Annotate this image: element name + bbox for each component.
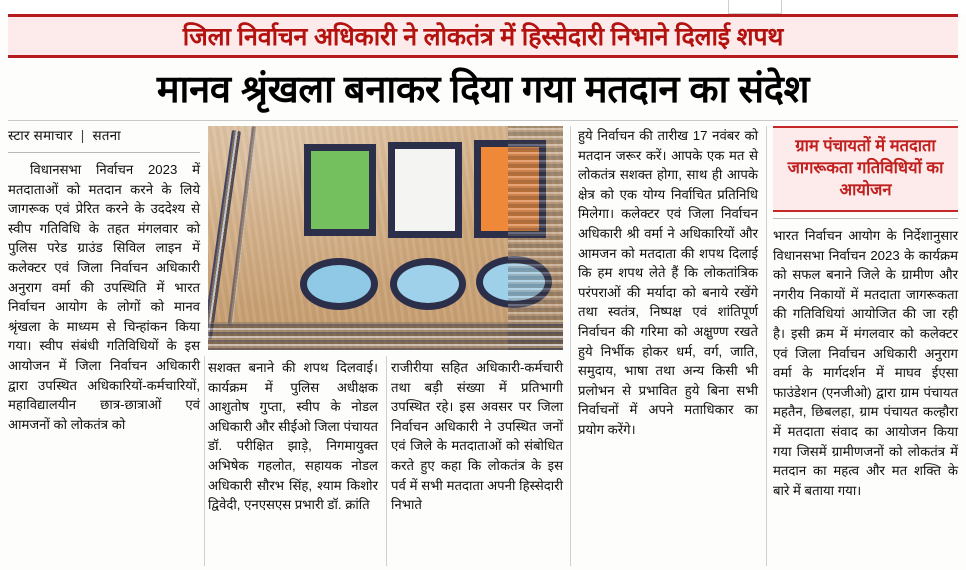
- byline-source: स्टार समाचार: [8, 128, 73, 143]
- column-two-body: सशक्त बनाने की शपथ दिलवाई। कार्यक्रम में पुलिस अधीक्षक आशुतोष गुप्ता, स्वीप के नोडल अधिकारी और सीईओ जिला पंचायत डॉ. परीक्षित झाड़े, निगमायुक्त अभिषेक गहलोत, सहायक नोडल अधिकारी सौरभ सिंह, श्याम किशोर द्विवेदी, एनएसएस प्रभारी डॉ. क्रांति: [208, 360, 378, 513]
- column-two-text: [208, 358, 378, 515]
- kicker-headline: जिला निर्वाचन अधिकारी ने लोकतंत्र में हिस्सेदारी निभाने दिलाई शपथ: [182, 23, 784, 51]
- sidebar-body: भारत निर्वाचन आयोग के निर्देशानुसार विधानसभा निर्वाचन 2023 के कार्यक्रम को सफल बनाने जिले के ग्रामीण और नगरीय निकायों में मतदाता जागरूकता की गतिविधियां आयोजित की जा रही है। इसी क्रम में मंगलवार को कलेक्टर एवं जिला निर्वाचन अधिकारी अनुराग वर्मा के मार्गदर्शन में माघव ईएसा फाउंडेशन (एनजीओ) द्वारा ग्राम पंचायत महतैन, छिबलहा, ग्राम पंचायत कल्हौरा में मतदाता संवाद का आयोजन किया गया जिसमें ग्रामीणजनों को लोकतंत्र में मतदान का महत्व और मत शक्ति के बारे में बताया गया।: [773, 228, 958, 498]
- formation-rect-white: [388, 142, 462, 238]
- column-four: [578, 126, 758, 440]
- column-two: [208, 358, 378, 515]
- sidebar-story: [773, 126, 958, 566]
- column-separator-1: [204, 356, 205, 566]
- column-one: [8, 126, 200, 566]
- column-one-text: [8, 160, 200, 434]
- article-photo: [208, 126, 563, 350]
- column-three-text: [391, 358, 563, 515]
- formation-oval-two: [390, 258, 466, 310]
- column-separator-3: [570, 126, 571, 566]
- byline-divider: [8, 152, 200, 153]
- formation-oval-one: [300, 258, 378, 310]
- column-one-body: विधानसभा निर्वाचन 2023 में मतदाताओं को मतदान करने के लिये जागरूक एवं प्रेरित करने के उददेश्य से स्वीप गतिविधि के तहत मंगलवार को पुलिस परेड ग्राउंड सिविल लाइन में कलेक्टर एवं जिला निर्वाचन अधिकारी अनुराग वर्मा की उपस्थिति में भारत निर्वाचन आयोग के लोगों को मानव श्रृंखला के माध्यम से चिन्हांकन किया गया। स्वीप संबंधी गतिविधियों के इस आयोजन में जिला निर्वाचन अधिकारी द्वारा उपस्थित अधिकारियों-कर्मचारियों, महाविद्यालयीन छात्र-छात्राओं एवं आमजनों को लोकतंत्र को: [8, 162, 200, 432]
- column-separator-4: [766, 126, 767, 566]
- main-headline-container: [8, 62, 958, 114]
- sidebar-divider: [773, 218, 958, 219]
- formation-rect-green: [304, 144, 376, 236]
- byline-separator: |: [80, 128, 85, 143]
- top-tab-marker: [728, 0, 782, 14]
- article-body: [8, 126, 958, 566]
- kicker-headline-band: [8, 14, 958, 58]
- column-four-body: हुये निर्वाचन की तारीख 17 नवंबर को मतदान जरूर करें। आपके एक मत से लोकतंत्र सशक्त होगा, साथ ही आपके क्षेत्र को एक योग्य निर्वाचित प्रतिनिधि मिलेगा। कलेक्टर एवं जिला निर्वाचन अधिकारी श्री वर्मा ने अधिकारियों और आमजन को मतदाता की शपथ दिलाई कि हम शपथ लेते हैं कि लोकतांत्रिक परंपराओं की मर्यादा को बनाये रखेंगे तथा स्वतंत्र, निष्पक्ष एवं शांतिपूर्ण निर्वाचन की गरिमा को अक्षुण्ण रखते हुये निर्भीक होकर धर्म, वर्ग, जाति, समुदाय, भाषा तथा अन्य किसी भी प्रलोभन से प्रभावित हुये बिना सभी निर्वाचनों में अपने मताधिकार का प्रयोग करेंगे।: [578, 128, 758, 437]
- top-white-strip: [0, 0, 966, 14]
- column-three-body: राजीरीया सहित अधिकारी-कर्मचारी तथा बड़ी संख्या में प्रतिभागी उपस्थित रहे। इस अवसर पर जिला निर्वाचन अधिकारी ने उपस्थित जनों एवं जिले के मतदाताओं को संबोधित करते हुए कहा कि लोकतंत्र के इस पर्व में सभी मतदाता अपनी हिस्सेदारी निभाते: [391, 360, 563, 513]
- sidebar-heading-box: [773, 126, 958, 212]
- column-four-text: [578, 126, 758, 440]
- sidebar-text: [773, 226, 958, 500]
- headline-divider: [8, 120, 958, 121]
- page-title: मानव श्रृंखला बनाकर दिया गया मतदान का संदेश: [156, 69, 810, 111]
- byline-location: सतना: [92, 128, 121, 143]
- column-three: [391, 358, 563, 515]
- crowd-right: [508, 126, 563, 350]
- byline: [8, 126, 200, 148]
- column-separator-2: [386, 356, 387, 566]
- sidebar-heading: ग्राम पंचायतों में मतदाता जागरूकता गतिविधियों का आयोजन: [787, 137, 944, 199]
